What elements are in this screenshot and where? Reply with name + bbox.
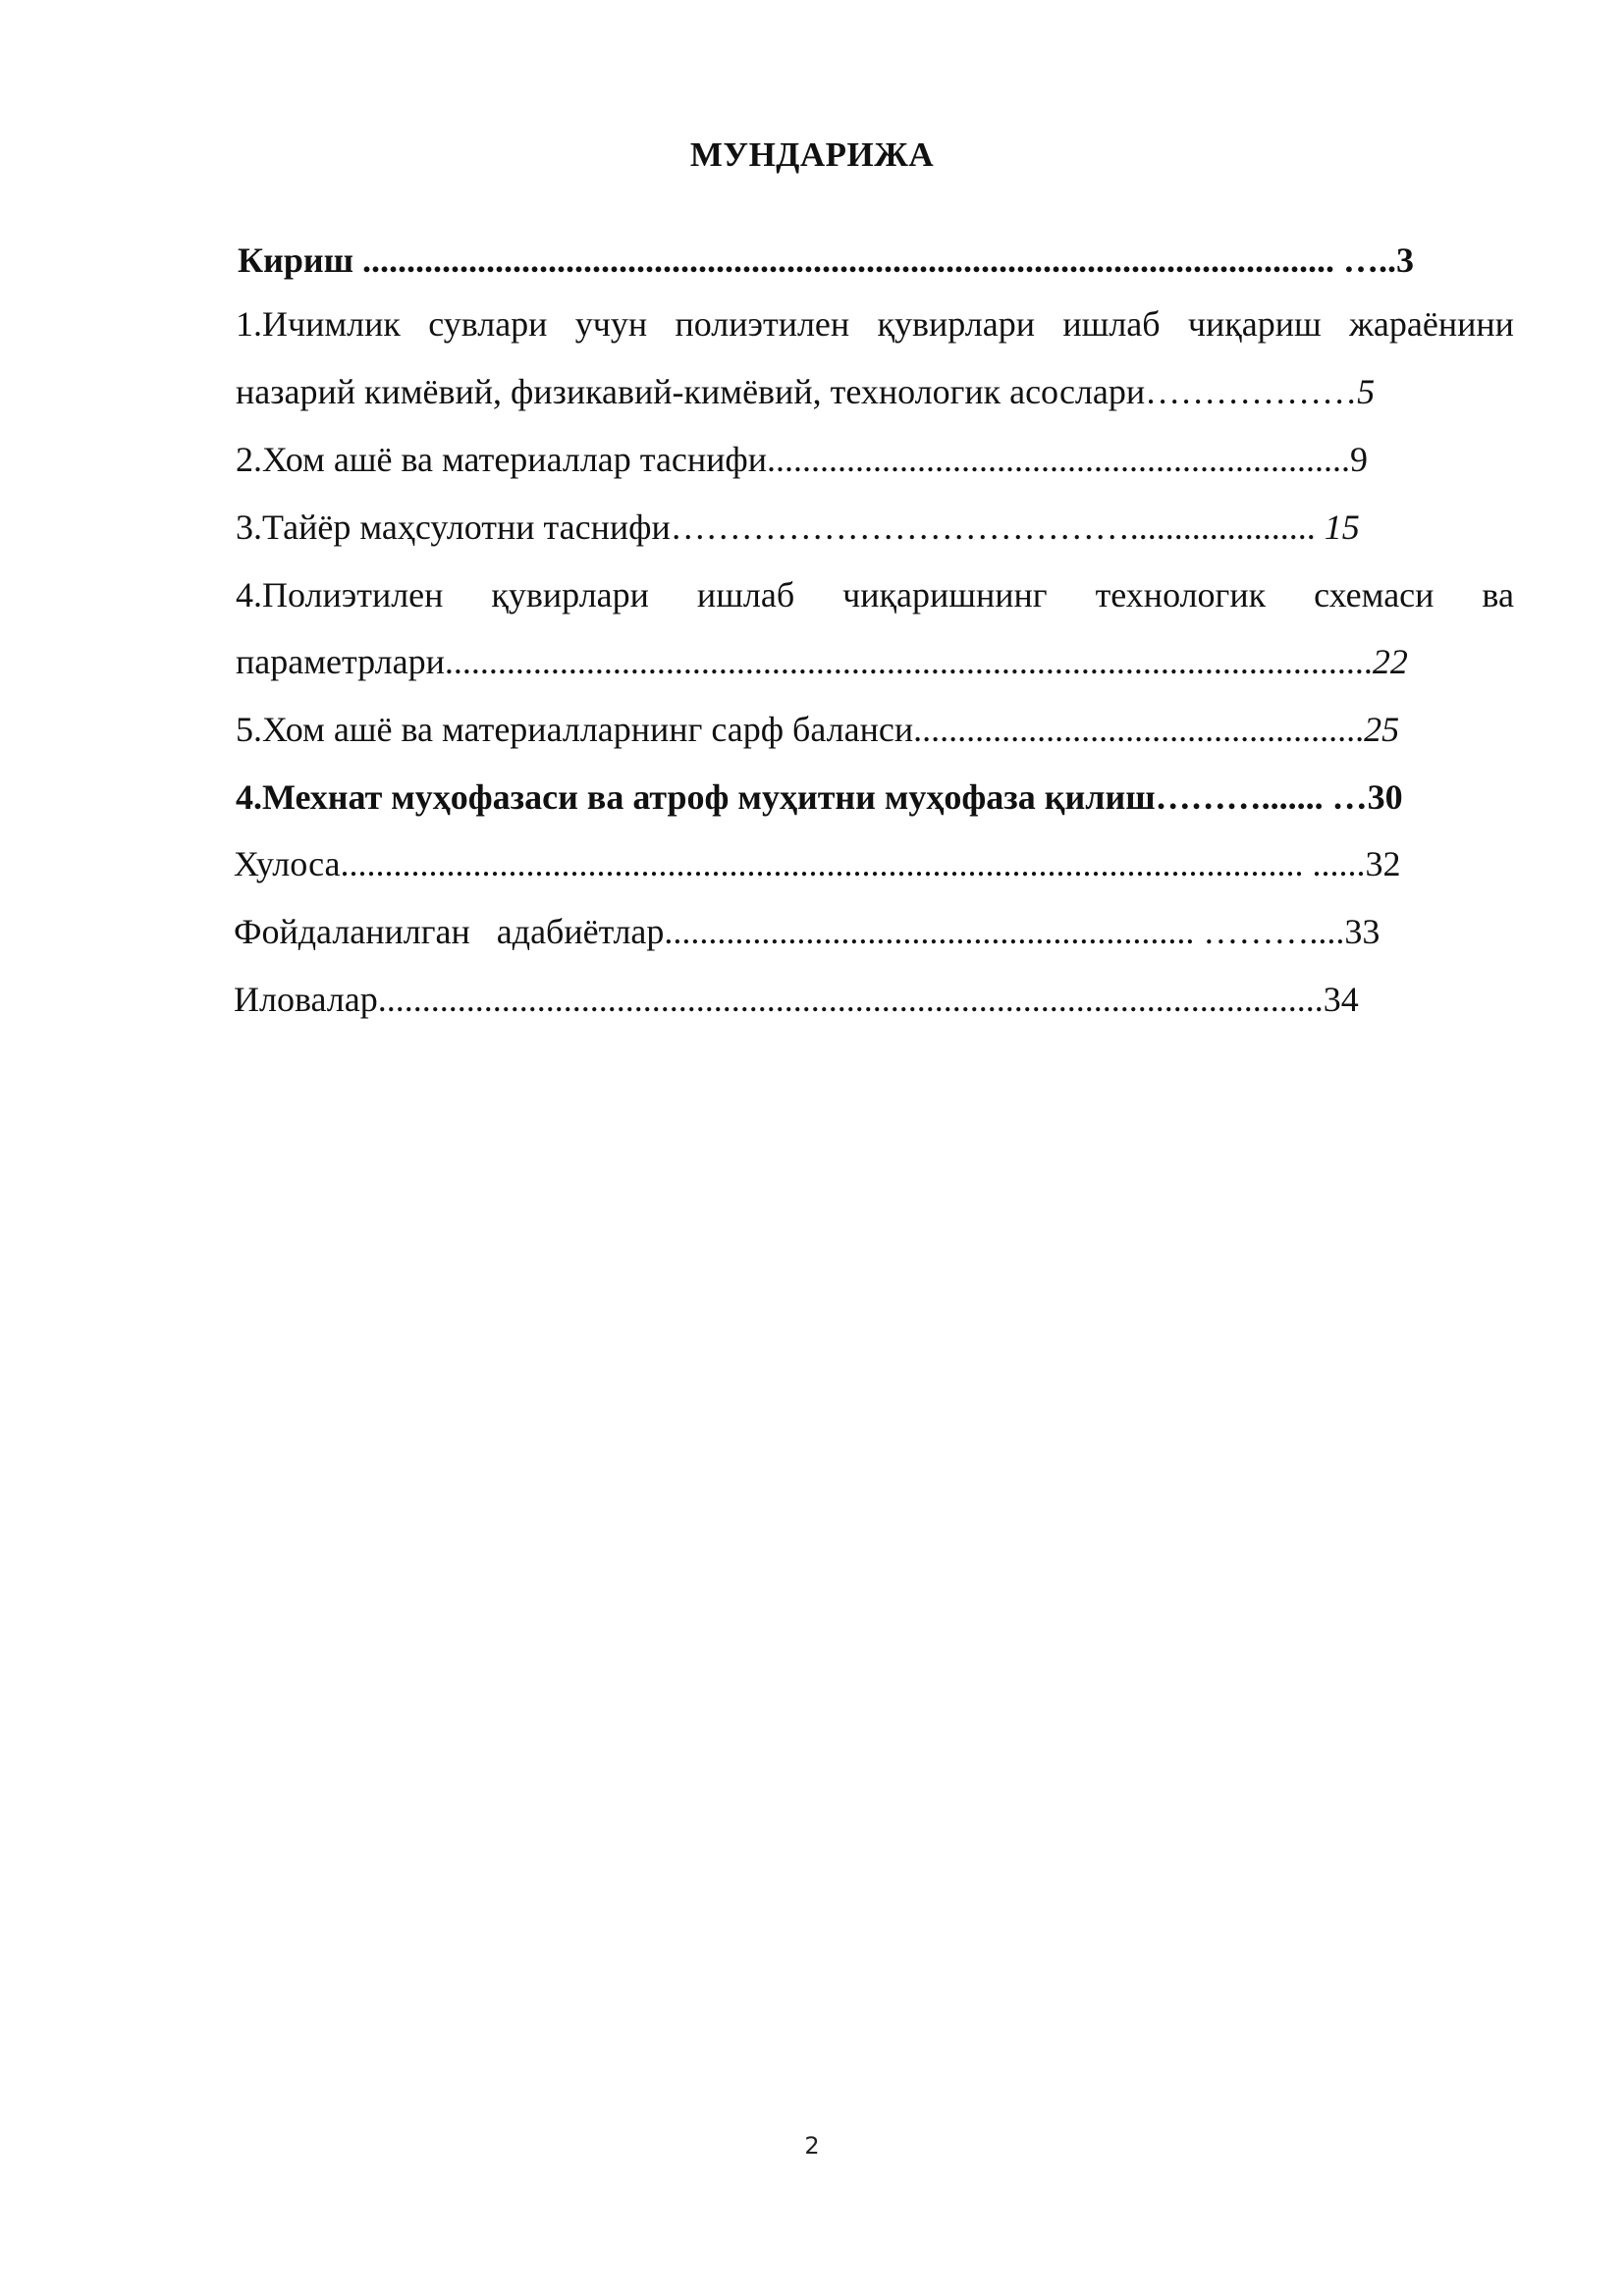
toc-word: чиқаришнинг (842, 575, 1048, 614)
toc-entry-1-line-1 (236, 302, 1514, 346)
toc-word: ишлаб (1062, 304, 1161, 344)
toc-word: ва (1482, 575, 1514, 614)
toc-word: қувирлари (491, 575, 649, 614)
toc-word: учун (574, 304, 648, 344)
toc-page-ref: 5 (1357, 372, 1376, 411)
toc-page-ref: 25 (1364, 710, 1400, 749)
page-title: МУНДАРИЖА (689, 135, 935, 174)
toc-word: схемаси (1314, 575, 1435, 614)
toc-entry-2: 2.Хом ашё ва материаллар таснифи..................................................................9 (236, 440, 1369, 479)
toc-entry-labor-protection: 4.Мехнат муҳофазаси ва атроф муҳитни муҳофаза қилиш………....... …30 (236, 777, 1403, 817)
toc-entry-3 (236, 506, 1360, 549)
toc-entry-4-line-1 (236, 573, 1514, 616)
toc-word: 4.Полиэтилен (236, 575, 444, 614)
toc-word: қувирлари (877, 304, 1035, 344)
toc-word: сувлари (428, 304, 548, 344)
toc-entry-5 (236, 708, 1399, 751)
toc-word: жараёнини (1349, 304, 1514, 344)
toc-entry-intro: Кириш .............................................................................................................. …..3 (238, 240, 1415, 280)
toc-word: полиэтилен (675, 304, 850, 344)
toc-entry-conclusion: Хулоса............................................................................................................. ......32 (234, 844, 1401, 883)
toc-entry-appendices: Иловалар...........................................................................................................34 (234, 980, 1359, 1019)
toc-entry-text: 5.Хом ашё ва материалларнинг сарф баланси................................................... (236, 710, 1365, 749)
toc-entry-4-line-2 (236, 640, 1408, 683)
toc-word: чиқариш (1187, 304, 1322, 344)
toc-entry-text: параметрлари......................................................................................................... (236, 642, 1373, 681)
toc-page-ref: 22 (1372, 642, 1408, 681)
toc-entry-1-line-2 (236, 370, 1375, 413)
toc-word: 1.Ичимлик (236, 304, 401, 344)
toc-word: технологик (1095, 575, 1267, 614)
toc-entry-text: 3.Тайёр маҳсулотни таснифи…………………………………..................... (236, 507, 1316, 547)
page-number: 2 (804, 2132, 820, 2160)
toc-entry-text: назарий кимёвий, физикавий-кимёвий, технологик асослари……………… (236, 372, 1358, 411)
toc-word: ишлаб (696, 575, 795, 614)
toc-entry-references: Фойдаланилган адабиётлар............................................................ ………....33 (234, 912, 1380, 951)
toc-page-ref: 15 (1315, 507, 1360, 547)
